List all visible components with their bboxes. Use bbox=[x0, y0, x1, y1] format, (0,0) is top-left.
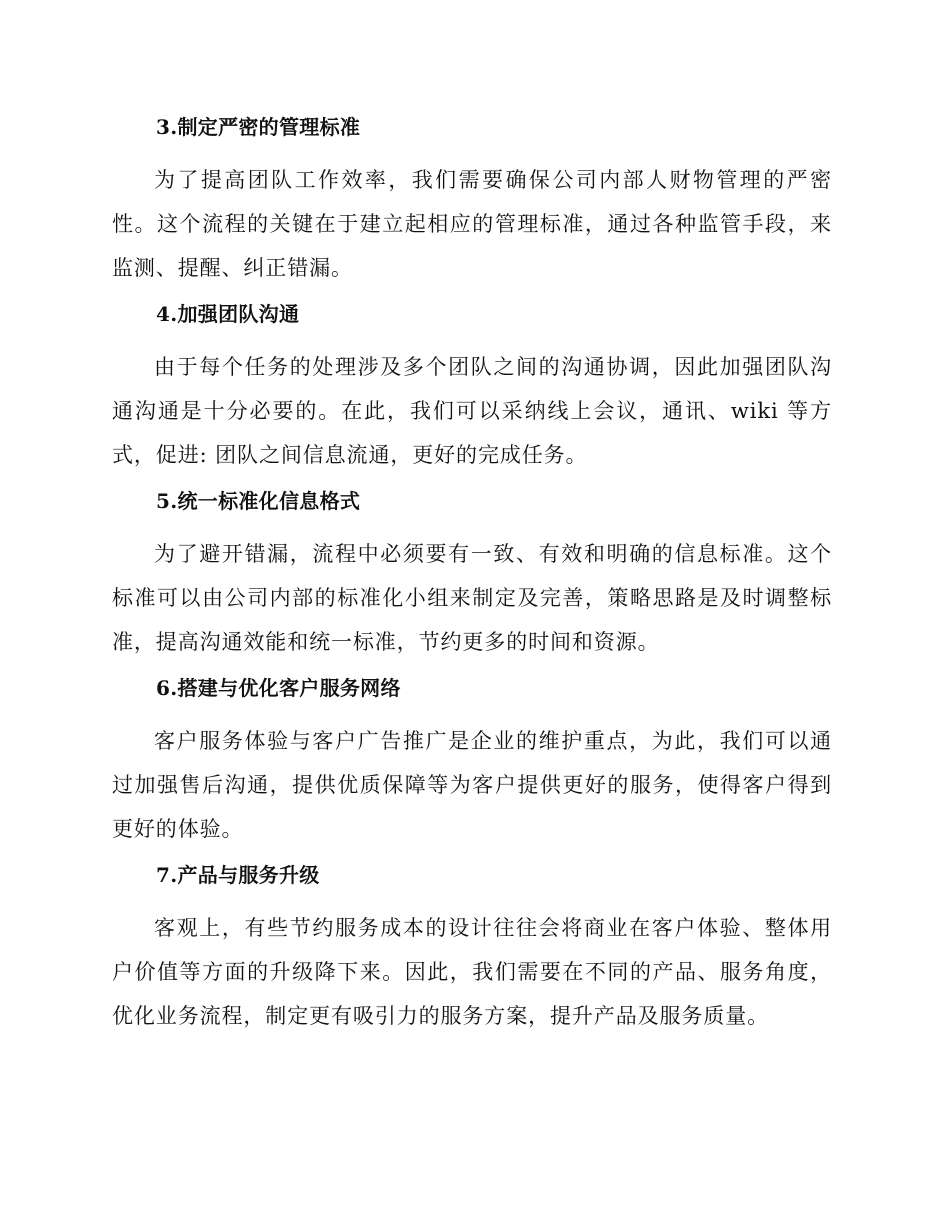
section-heading: 6.搭建与优化客户服务网络 bbox=[156, 676, 401, 700]
section-7 bbox=[112, 856, 832, 1038]
section-5 bbox=[112, 482, 832, 664]
section-heading: 4.加强团队沟通 bbox=[156, 302, 300, 326]
section-heading: 3.制定严密的管理标准 bbox=[156, 115, 361, 139]
section-6 bbox=[112, 669, 832, 851]
section-paragraph: 为了避开错漏，流程中必须要有一致、有效和明确的信息标准。这个标准可以由公司内部的标准化小组来制定及完善，策略思路是及时调整标准，提高沟通效能和统一标准，节约更多的时间和资源。 bbox=[112, 542, 832, 654]
section-heading: 7.产品与服务升级 bbox=[156, 863, 320, 887]
section-heading: 5.统一标准化信息格式 bbox=[156, 489, 361, 513]
document-content bbox=[112, 108, 832, 1043]
section-paragraph: 客户服务体验与客户广告推广是企业的维护重点，为此，我们可以通过加强售后沟通，提供优质保障等为客户提供更好的服务，使得客户得到更好的体验。 bbox=[112, 729, 832, 841]
section-3 bbox=[112, 108, 832, 290]
section-paragraph: 由于每个任务的处理涉及多个团队之间的沟通协调，因此加强团队沟通沟通是十分必要的。在此，我们可以采纳线上会议，通讯、wiki 等方式，促进: 团队之间信息流通，更好的完成任务。 bbox=[112, 355, 832, 467]
section-paragraph: 客观上，有些节约服务成本的设计往往会将商业在客户体验、整体用户价值等方面的升级降下来。因此，我们需要在不同的产品、服务角度，优化业务流程，制定更有吸引力的服务方案，提升产品及服务质量。 bbox=[112, 916, 832, 1028]
section-4 bbox=[112, 295, 832, 477]
section-paragraph: 为了提高团队工作效率，我们需要确保公司内部人财物管理的严密性。这个流程的关键在于建立起相应的管理标准，通过各种监管手段，来监测、提醒、纠正错漏。 bbox=[112, 168, 832, 280]
